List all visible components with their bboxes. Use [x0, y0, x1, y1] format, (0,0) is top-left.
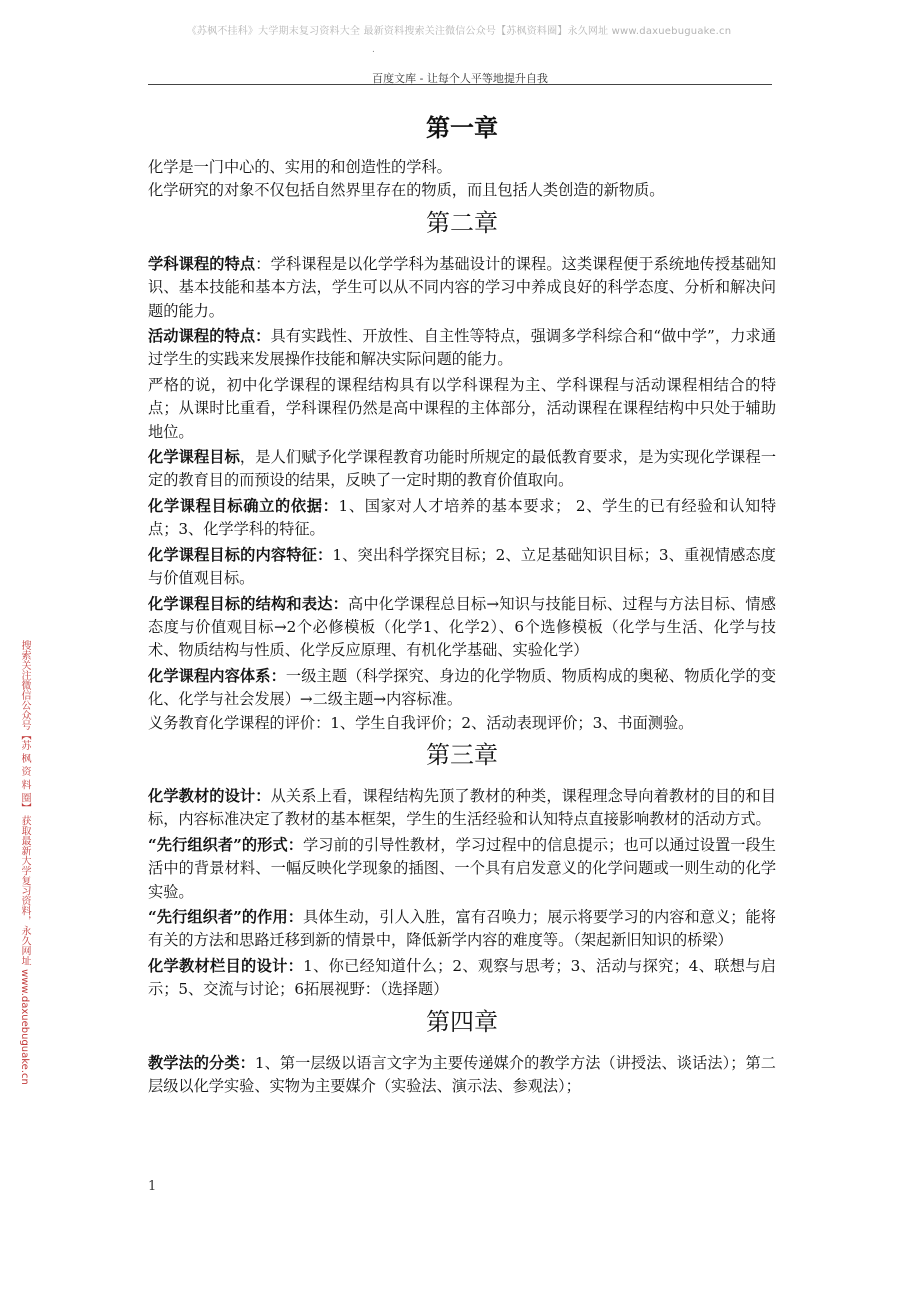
side-watermark: 搜索关注微信公众号【苏 枫 资 料 圈】 获取最新大学复习资料，永久网址 www.daxuebuguake.cn [19, 640, 30, 1085]
paragraph [148, 495, 776, 542]
term: 化学课程目标 [148, 448, 240, 467]
paragraph [148, 906, 776, 953]
paragraph [148, 253, 776, 323]
header-dot: . [372, 45, 375, 55]
paragraph: 义务教育化学课程的评价：1、学生自我评价；2、活动表现评价；3、书面测验。 [148, 713, 694, 732]
chapter-4-title: 第四章 [426, 1007, 498, 1036]
paragraph [148, 955, 776, 1002]
definition: 1、突出科学探究目标；2、立足基础知识目标；3、重视情感态度与价值观目标。 [148, 545, 776, 588]
term: “先行组织者”的形式： [148, 835, 303, 854]
term: 化学教材栏目的设计： [148, 956, 304, 975]
paragraph: 严格的说，初中化学课程的课程结构具有以学科课程为主、学科课程与活动课程相结合的特点；从课时比重看，学科课程仍然是高中课程的主体部分，活动课程在课程结构中只处于辅助地位。 [148, 375, 776, 441]
term: 化学课程内容体系： [148, 666, 286, 685]
chapter-3-title: 第三章 [426, 740, 498, 769]
definition: ，是人们赋予化学课程教育功能时所规定的最低教育要求，是为实现化学课程一定的教育目的而预设的结果，反映了一定时期的教育价值取向。 [148, 448, 776, 490]
definition: 具有实践性、开放性、自主性等特点，强调多学科综合和“做中学”，力求通过学生的实践来发展操作技能和解决实际问题的能力。 [148, 327, 777, 369]
paragraph [148, 446, 776, 493]
paragraph [148, 834, 776, 904]
term: 活动课程的特点： [148, 327, 271, 346]
paragraph: 化学是一门中心的、实用的和创造性的学科。 [148, 158, 452, 176]
definition: ：学科课程是以化学学科为基础设计的课程。这类课程便于系统地传授基础知识、基本技能和基本方法，学生可以从不同内容的学习中养成良好的科学态度、分析和解决问题的能力。 [148, 254, 777, 320]
term: “先行组织者”的作用： [148, 907, 303, 926]
term: 学科课程的特点 [148, 254, 256, 273]
paragraph [148, 1052, 776, 1099]
definition: 从关系上看，课程结构先顶了教材的种类，课程理念导向着教材的目的和目标，内容标准决定了教材的基本框架，学生的生活经验和认知特点直接影响教材的活动方式。 [148, 786, 776, 829]
definition: 1、你已经知道什么；2、观察与思考；3、活动与探究；4、联想与启示；5、交流与讨论；6拓展视野：（选择题） [148, 956, 776, 999]
paragraph [148, 544, 776, 591]
document-body [148, 106, 776, 1098]
definition: 1、国家对人才培养的基本要求； 2、学生的已有经验和认知特点；3、化学学科的特征。 [148, 496, 777, 539]
paragraph [148, 785, 776, 832]
definition: 一级主题（科学探究、身边的化学物质、物质构成的奥秘、物质化学的变化、化学与社会发展）→二级主题→内容标准。 [148, 666, 777, 709]
paragraph [148, 665, 776, 712]
term: 化学课程目标的结构和表达： [148, 594, 348, 613]
paragraph [148, 593, 776, 663]
document-header: 百度文库 - 让每个人平等地提升自我 [372, 72, 548, 85]
definition: 学习前的引导性教材，学习过程中的信息提示；也可以通过设置一段生活中的背景材料、一幅反映化学现象的插图、一个具有启发意义的化学问题或一则生动的化学实验。 [148, 835, 776, 901]
page-number: 1 [148, 1179, 157, 1194]
term: 化学课程目标的内容特征： [148, 545, 333, 564]
chapter-1-title: 第一章 [426, 113, 498, 142]
chapter-2-title: 第二章 [426, 208, 498, 237]
term: 教学法的分类： [148, 1053, 255, 1072]
top-watermark: 《苏枫不挂科》大学期末复习资料大全 最新资料搜索关注微信公众号【苏枫资料圈】永久网址 www.daxuebuguake.cn [186, 26, 732, 37]
definition: 高中化学课程总目标→知识与技能目标、过程与方法目标、情感态度与价值观目标→2个必修模板（化学1、化学2）、6个选修模板（化学与生活、化学与技术、物质结构与性质、化学反应原理、有机化学基础、实验化学） [148, 594, 776, 660]
term: 化学教材的设计： [148, 786, 271, 805]
paragraph: 化学研究的对象不仅包括自然界里存在的物质，而且包括人类创造的新物质。 [148, 181, 665, 200]
definition: 1、第一层级以语言文字为主要传递媒介的教学方法（讲授法、谈话法）；第二层级以化学实验、实物为主要媒介（实验法、演示法、参观法）； [148, 1053, 776, 1095]
definition: 具体生动，引人入胜，富有召唤力；展示将要学习的内容和意义；能将有关的方法和思路迁移到新的情景中，降低新学内容的难度等。（架起新旧知识的桥梁） [148, 907, 776, 950]
header-divider [148, 84, 772, 85]
term: 化学课程目标确立的依据： [148, 496, 339, 515]
paragraph [148, 325, 776, 372]
